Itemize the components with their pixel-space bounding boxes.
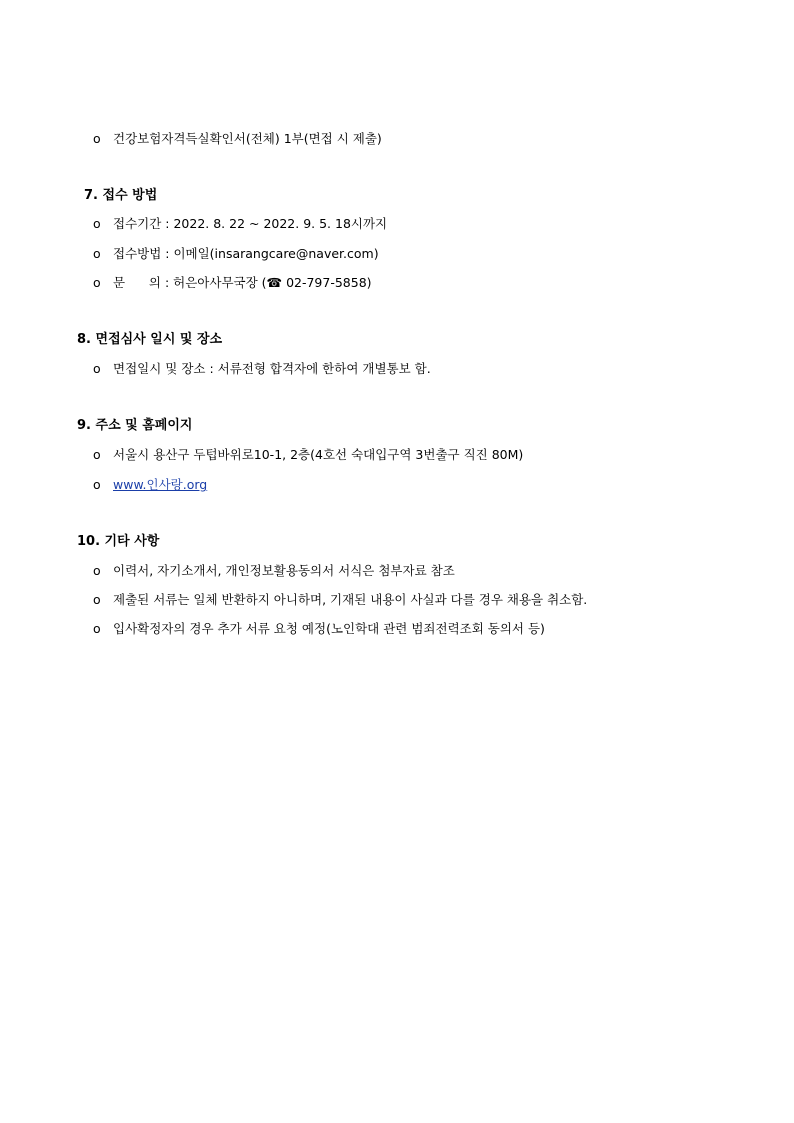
item-text: 접수방법 : 이메일(insarangcare@naver.com)	[113, 246, 379, 261]
item-text: 접수기간 : 2022. 8. 22 ~ 2022. 9. 5. 18시까지	[113, 216, 388, 231]
item-text: 서울시 용산구 두텁바위로10-1, 2층(4호선 숙대입구역 3번출구 직진 80M)	[113, 447, 524, 462]
list-item-forms	[93, 563, 455, 579]
bullet: o	[93, 477, 101, 492]
item-text: 문 의 : 허은아사무국장 (☎ 02-797-5858)	[113, 275, 372, 290]
bullet: o	[93, 621, 101, 636]
section-9-title: 9. 주소 및 홈페이지	[77, 418, 193, 433]
homepage-link[interactable]: www.인사랑.org	[113, 477, 208, 492]
section-7-title: 7. 접수 방법	[84, 188, 158, 203]
bullet: o	[93, 361, 101, 376]
list-item-address	[93, 447, 523, 463]
item-text: 면접일시 및 장소 : 서류전형 합격자에 한하여 개별통보 함.	[113, 361, 431, 376]
list-item-documents	[93, 592, 587, 608]
bullet: o	[93, 216, 101, 231]
list-item-health-certificate	[93, 131, 382, 147]
list-item-interview	[93, 361, 431, 377]
section-10-title: 10. 기타 사항	[77, 534, 160, 549]
list-item-method	[93, 246, 379, 262]
bullet: o	[93, 246, 101, 261]
list-item-additional	[93, 621, 545, 637]
bullet: o	[93, 131, 101, 146]
bullet: o	[93, 447, 101, 462]
item-text: 건강보험자격득실확인서(전체) 1부(면접 시 제출)	[113, 131, 382, 146]
item-text: 제출된 서류는 일체 반환하지 아니하며, 기재된 내용이 사실과 다를 경우 채용을 취소함.	[113, 592, 588, 607]
list-item-homepage	[93, 477, 207, 493]
bullet: o	[93, 563, 101, 578]
item-text: 이력서, 자기소개서, 개인정보활용동의서 서식은 첨부자료 참조	[113, 563, 455, 578]
list-item-inquiry	[93, 275, 372, 291]
item-text: 입사확정자의 경우 추가 서류 요청 예정(노인학대 관련 범죄전력조회 동의서 등)	[113, 621, 545, 636]
list-item-period	[93, 216, 387, 232]
bullet: o	[93, 275, 101, 290]
bullet: o	[93, 592, 101, 607]
section-8-title: 8. 면접심사 일시 및 장소	[77, 332, 223, 347]
